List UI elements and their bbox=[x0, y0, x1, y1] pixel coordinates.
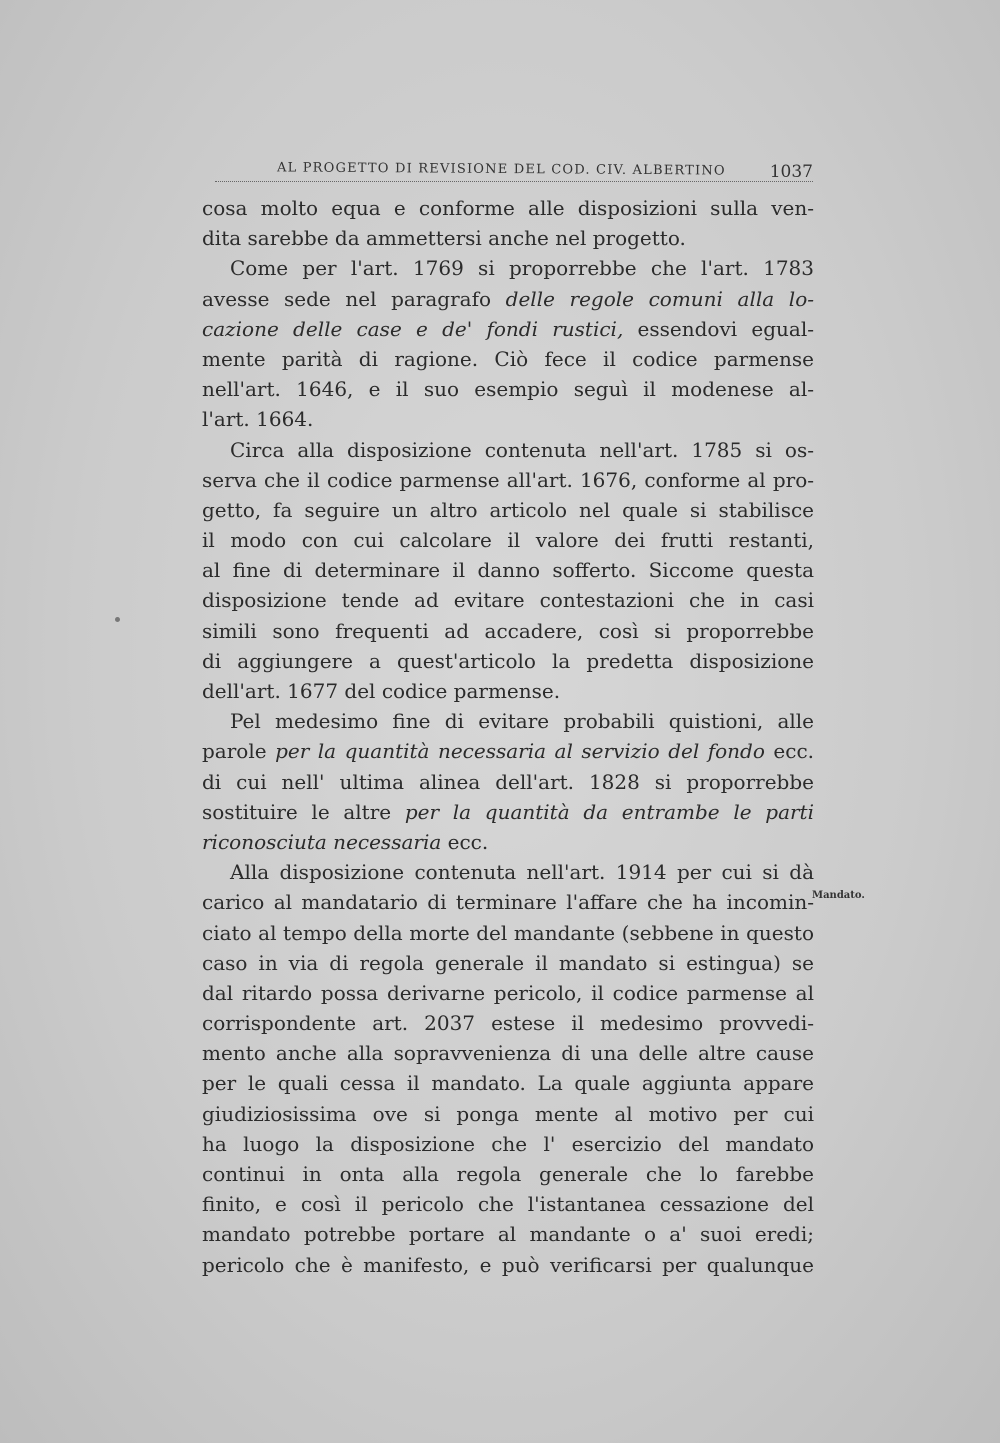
text-line bbox=[202, 948, 814, 978]
text-line bbox=[202, 616, 814, 646]
line-text: nell'art. 1646, e il suo esempio seguì il modenese al- bbox=[202, 377, 814, 402]
text-line bbox=[202, 978, 814, 1008]
line-text: dell'art. 1677 del codice parmense. bbox=[202, 679, 561, 703]
page-header bbox=[215, 154, 813, 188]
text-line bbox=[202, 465, 814, 495]
line-text: essendovi egual- bbox=[623, 316, 814, 341]
text-line bbox=[202, 1189, 814, 1219]
line-text: mento anche alla sopravvenienza di una delle altre cause bbox=[202, 1041, 814, 1066]
text-line bbox=[202, 797, 814, 827]
line-text: sostituire le altre bbox=[202, 799, 405, 824]
line-text: per le quali cessa il mandato. La quale aggiunta appare bbox=[202, 1071, 814, 1096]
line-text: finito, e così il pericolo che l'istantanea cessazione del bbox=[202, 1192, 814, 1217]
line-text: Circa alla disposizione contenuta nell'art. 1785 si os- bbox=[230, 437, 814, 462]
line-text: giudiziosissima ove si ponga mente al motivo per cui bbox=[202, 1101, 814, 1126]
text-line bbox=[202, 284, 814, 314]
line-text: disposizione tende ad evitare contestazioni che in casi bbox=[202, 588, 814, 613]
line-text: Pel medesimo fine di evitare probabili quistioni, alle bbox=[230, 709, 814, 734]
italic-text: cazione delle case e de' fondi rustici, bbox=[202, 316, 624, 341]
line-text: getto, fa seguire un altro articolo nel quale si stabilisce bbox=[202, 497, 814, 522]
text-line bbox=[202, 314, 814, 344]
text-line bbox=[202, 193, 814, 223]
line-text: ecc. bbox=[764, 739, 815, 764]
text-line bbox=[202, 918, 814, 948]
text-line bbox=[202, 676, 814, 706]
text-line bbox=[202, 767, 814, 797]
text-line bbox=[202, 253, 814, 283]
text-line bbox=[202, 344, 814, 374]
text-line bbox=[202, 1219, 814, 1249]
line-text: Alla disposizione contenuta nell'art. 1914 per cui si dà bbox=[230, 860, 814, 885]
body-text bbox=[202, 193, 814, 1280]
line-text: mandato potrebbe portare al mandante o a' suoi eredi; bbox=[202, 1222, 814, 1247]
text-line bbox=[202, 435, 814, 465]
line-text: al fine di determinare il danno sofferto. Siccome questa bbox=[202, 558, 814, 583]
text-line bbox=[202, 585, 814, 615]
text-line bbox=[202, 1099, 814, 1129]
line-text: pericolo che è manifesto, e può verificarsi per qualunque bbox=[202, 1252, 814, 1277]
line-text: ciato al tempo della morte del mandante (sebbene in questo bbox=[202, 920, 814, 945]
line-text: di cui nell' ultima alinea dell'art. 1828 si proporrebbe bbox=[202, 769, 814, 794]
italic-text: delle regole comuni alla lo- bbox=[505, 286, 814, 311]
text-line bbox=[202, 374, 814, 404]
line-text: ha luogo la disposizione che l' esercizio del mandato bbox=[202, 1131, 814, 1156]
text-line bbox=[202, 525, 814, 555]
text-line bbox=[202, 646, 814, 676]
text-line bbox=[202, 827, 814, 857]
italic-text: per la quantità necessaria al servizio del fondo bbox=[275, 739, 765, 764]
text-line bbox=[202, 223, 814, 253]
line-text: Come per l'art. 1769 si proporrebbe che l'art. 1783 bbox=[230, 256, 814, 281]
line-text: dita sarebbe da ammettersi anche nel progetto. bbox=[202, 226, 686, 251]
paper-speck bbox=[115, 617, 120, 622]
line-text: simili sono frequenti ad accadere, così si proporrebbe bbox=[202, 618, 814, 643]
italic-text: riconosciuta necessaria bbox=[202, 829, 442, 854]
text-line bbox=[202, 1250, 814, 1280]
line-text: l'art. 1664. bbox=[202, 407, 314, 432]
text-line bbox=[202, 1068, 814, 1098]
text-line bbox=[202, 404, 814, 434]
line-text: il modo con cui calcolare il valore dei frutti restanti, bbox=[202, 528, 814, 553]
line-text: caso in via di regola generale il mandato si estingua) se bbox=[202, 950, 814, 975]
text-line bbox=[202, 495, 814, 525]
page-number: 1037 bbox=[769, 162, 813, 182]
line-text: ecc. bbox=[441, 829, 489, 854]
text-line bbox=[202, 555, 814, 585]
text-line bbox=[202, 1038, 814, 1068]
line-text: mente parità di ragione. Ciò fece il codice parmense bbox=[202, 346, 814, 371]
italic-text: per la quantità da entrambe le parti bbox=[404, 799, 814, 824]
text-line bbox=[202, 706, 814, 736]
text-line bbox=[202, 1008, 814, 1038]
line-text: avesse sede nel paragrafo bbox=[202, 286, 506, 311]
text-line bbox=[202, 1159, 814, 1189]
line-text: dal ritardo possa derivarne pericolo, il codice parmense al bbox=[202, 980, 814, 1005]
line-text: carico al mandatario di terminare l'affare che ha incomin- bbox=[202, 890, 814, 915]
text-line bbox=[202, 736, 814, 766]
text-line bbox=[202, 1129, 814, 1159]
line-text: cosa molto equa e conforme alle disposizioni sulla ven- bbox=[202, 196, 814, 220]
header-rule bbox=[215, 181, 813, 182]
line-text: continui in onta alla regola generale che lo farebbe bbox=[202, 1162, 814, 1186]
line-text: serva che il codice parmense all'art. 1676, conforme al pro- bbox=[202, 467, 814, 492]
line-text: parole bbox=[202, 739, 276, 764]
margin-note: Mandato. bbox=[812, 890, 865, 901]
running-title: AL PROGETTO DI REVISIONE DEL COD. CIV. ALBERTINO bbox=[276, 160, 726, 179]
text-line bbox=[202, 857, 814, 887]
line-text: di aggiungere a quest'articolo la predetta disposizione bbox=[202, 648, 814, 673]
text-line bbox=[202, 887, 814, 917]
line-text: corrispondente art. 2037 estese il medesimo provvedi- bbox=[202, 1011, 814, 1036]
